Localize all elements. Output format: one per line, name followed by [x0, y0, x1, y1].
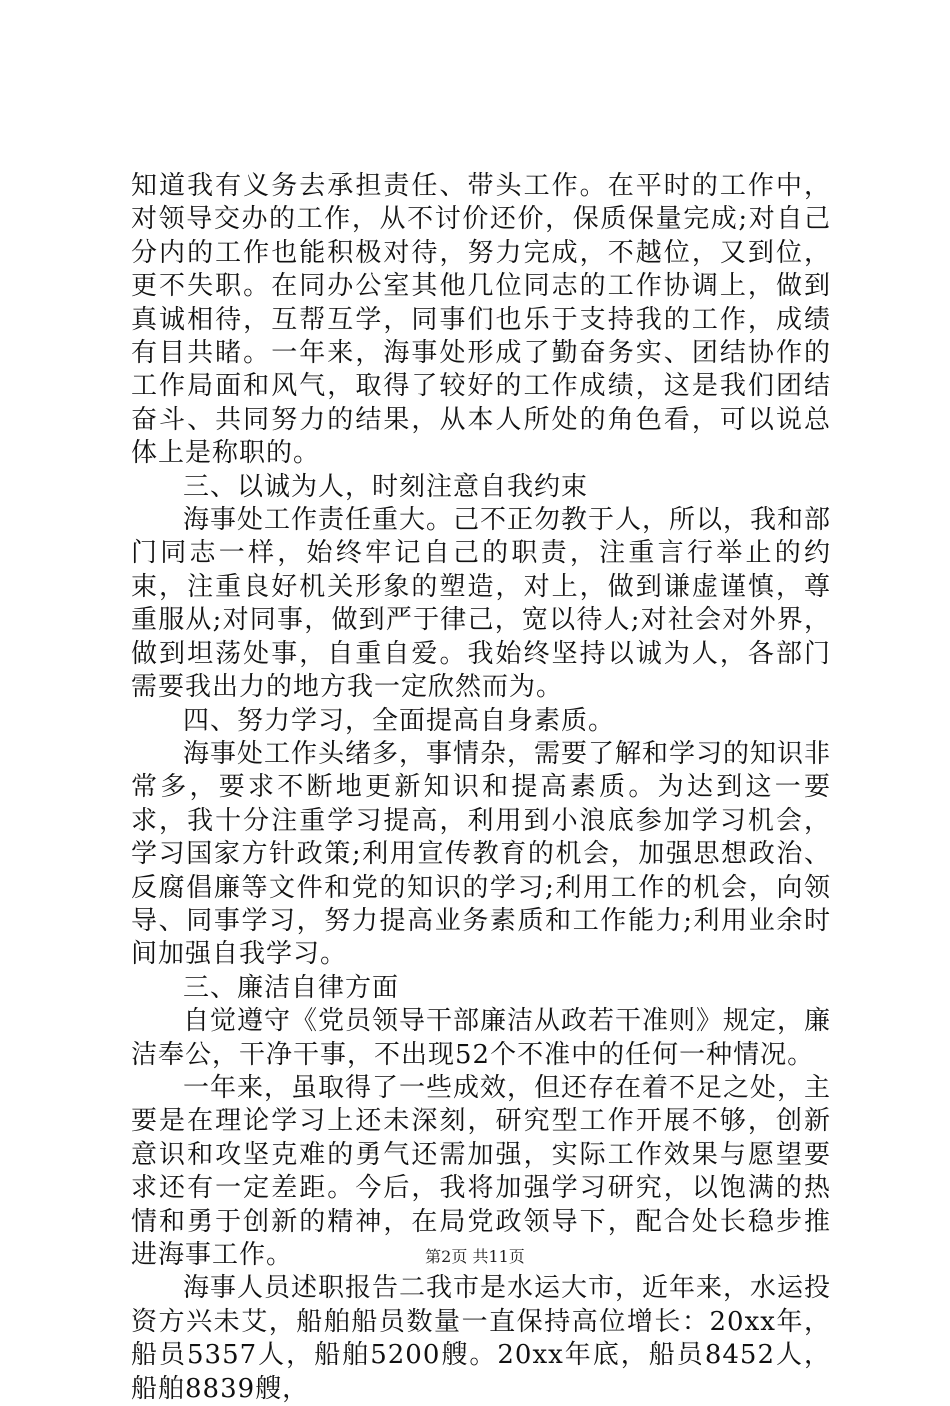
section-heading-integrity: 三、廉洁自律方面: [183, 972, 400, 1003]
section-heading-3: 三、以诚为人，时刻注意自我约束: [183, 471, 589, 502]
paragraph-2: 海事处工作责任重大。己不正勿教于人，所以，我和部门同志一样，始终牢记自己的职责，注重言行举止的约束，注重良好机关形象的塑造，对上，做到谦虚谨慎，尊重服从;对同事，做到严于律己，宽以待人;对社会对外界，做到坦荡处事，自重自爱。我始终坚持以诚为人，各部门需要我出力的地方我一定欣然而为。: [131, 505, 832, 703]
paragraph-3: 海事处工作头绪多，事情杂，需要了解和学习的知识非常多，要求不断地更新知识和提高素质。为达到这一要求，我十分注重学习提高，利用到小浪底参加学习机会，学习国家方针政策;利用宣传教育的机会，加强思想政治、反腐倡廉等文件和党的知识的学习;利用工作的机会，向领导、同事学习，努力提高业务素质和工作能力;利用业余时间加强自我学习。: [131, 738, 832, 970]
paragraph-4: 自觉遵守《党员领导干部廉洁从政若干准则》规定，廉洁奉公，干净干事，不出现52个不准中的任何一种情况。: [131, 1006, 832, 1070]
paragraph-6: 海事人员述职报告二我市是水运大市，近年来，水运投资方兴未艾，船舶船员数量一直保持高位增长：20xx年，船员5357人，船舶5200艘。20xx年底，船员8452人，船舶8839艘，: [131, 1273, 832, 1404]
section-heading-4: 四、努力学习，全面提高自身素质。: [183, 705, 616, 736]
paragraph-5: 一年来，虽取得了一些成效，但还存在着不足之处，主要是在理论学习上还未深刻，研究型工作开展不够，创新意识和攻坚克难的勇气还需加强，实际工作效果与愿望要求还有一定差距。今后，我将加强学习研究，以饱满的热情和勇于创新的精神，在局党政领导下，配合处长稳步推进海事工作。: [131, 1072, 832, 1270]
paragraph-1: 知道我有义务去承担责任、带头工作。在平时的工作中，对领导交办的工作，从不讨价还价，保质保量完成;对自己分内的工作也能积极对待，努力完成，不越位，又到位，更不失职。在同办公室其他几位同志的工作协调上，做到真诚相待，互帮互学，同事们也乐于支持我的工作，成绩有目共睹。一年来，海事处形成了勤奋务实、团结协作的工作局面和风气，取得了较好的工作成绩，这是我们团结奋斗、共同努力的结果，从本人所处的角色看，可以说总体上是称职的。: [131, 171, 831, 469]
document-body: [131, 170, 831, 1406]
page-number-footer: 第2页 共11页: [425, 1247, 525, 1266]
